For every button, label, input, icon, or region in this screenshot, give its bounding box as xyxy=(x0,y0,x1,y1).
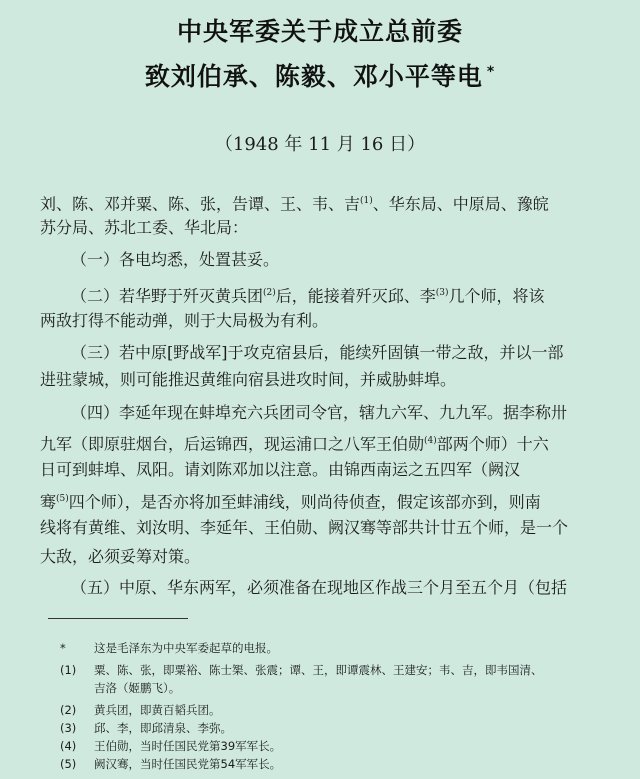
paragraph-4-line-1: （四）李延年现在蚌埠充六兵团司令官，辖九六军、九九军。据李称卅 xyxy=(71,403,568,422)
title-line-2 xyxy=(0,57,640,93)
footnote-divider xyxy=(48,618,188,619)
paragraph-1: （一）各电均悉，处置甚妥。 xyxy=(71,250,280,269)
footnote-2 xyxy=(60,702,221,718)
p4-line2-text-b: 部两个师）十六 xyxy=(436,434,549,454)
p2-text-a: （二）若华野于歼灭黄兵团 xyxy=(71,286,264,306)
footnote-mark: (1) xyxy=(60,663,77,677)
footnote-text: 吉洛（姬鹏飞）。 xyxy=(94,681,181,695)
footnote-text: 王伯勋，当时任国民党第39军军长。 xyxy=(94,739,282,753)
footnote-ref-3: (3) xyxy=(435,288,449,298)
footnote-3 xyxy=(60,720,232,736)
paragraph-4-line-2 xyxy=(40,431,549,454)
addressee-text-b: 、华东局、中原局、豫皖 xyxy=(372,194,549,214)
footnote-5 xyxy=(60,756,281,772)
footnote-ref-1: (1) xyxy=(360,196,373,206)
paragraph-2-line-2: 两敌打得不能动弹，则于大局极为有利。 xyxy=(40,311,329,330)
footnote-ref-5: (5) xyxy=(56,494,69,504)
footnote-text: 邱、李，即邱清泉、李弥。 xyxy=(94,721,232,735)
footnote-text: 黄兵团，即黄百韬兵团。 xyxy=(94,703,221,717)
document-date: （1948 年 11 月 16 日） xyxy=(214,134,426,155)
footnote-mark: * xyxy=(60,641,66,655)
p4-line4-text-a: 骞 xyxy=(40,492,57,512)
addressee-line-1 xyxy=(40,191,549,214)
addressee-line-2: 苏分局、苏北工委、华北局： xyxy=(40,218,249,237)
paragraph-2-line-1 xyxy=(71,283,545,306)
footnote-mark: (2) xyxy=(60,703,77,717)
footnote-1-continued xyxy=(60,680,180,696)
footnote-text: 粟、陈、张，即粟裕、陈士榘、张震；谭、王，即谭震林、王建安；韦、吉，即韦国清、 xyxy=(94,663,543,677)
footnote-text: 阙汉骞，当时任国民党第54军军长。 xyxy=(94,757,282,771)
footnote-mark: (4) xyxy=(60,739,77,753)
footnote-text: 这是毛泽东为中央军委起草的电报。 xyxy=(94,641,278,655)
paragraph-3-line-2: 进驻蒙城，则可能推迟黄维向宿县进攻时间，并威胁蚌埠。 xyxy=(40,370,457,389)
title-line-1: 中央军委关于成立总前委 xyxy=(176,17,463,46)
title-footnote-mark: * xyxy=(486,63,496,80)
paragraph-4-line-3: 日可到蚌埠、凤阳。请刘陈邓加以注意。由锦西南运之五四军（阙汉 xyxy=(40,460,521,479)
footnote-ref-4: (4) xyxy=(424,436,437,446)
paragraph-4-line-6: 大敌，必须妥筹对策。 xyxy=(40,547,201,566)
paragraph-4-line-4 xyxy=(40,489,541,512)
footnote-star xyxy=(60,640,278,656)
addressee-text-a: 刘、陈、邓并粟、陈、张，告谭、王、韦、吉 xyxy=(40,194,361,214)
p2-text-c: 几个师，将该 xyxy=(448,286,545,306)
p4-line2-text-a: 九军（即原驻烟台，后运锦西，现运浦口之八军王伯勋 xyxy=(40,434,425,454)
paragraph-3-line-1: （三）若中原[野战军]于攻克宿县后，能续歼固镇一带之敌，并以一部 xyxy=(71,343,564,362)
footnote-4 xyxy=(60,738,281,754)
p2-text-b: 后，能接着歼灭邱、李 xyxy=(275,286,436,306)
footnote-ref-2: (2) xyxy=(263,288,276,298)
footnote-mark: (3) xyxy=(60,721,77,735)
title-line-2-text: 致刘伯承、陈毅、邓小平等电 xyxy=(144,62,483,91)
p4-line4-text-b: 四个师），是否亦将加至蚌浦线，则尚待侦查，假定该部亦到，则南 xyxy=(68,492,541,512)
paragraph-4-line-5: 线将有黄维、刘汝明、李延年、王伯勋、阙汉骞等部共计廿五个师，是一个 xyxy=(40,518,569,537)
footnote-1 xyxy=(60,662,543,678)
paragraph-5-line-1: （五）中原、华东两军，必须准备在现地区作战三个月至五个月（包括 xyxy=(71,578,568,597)
footnote-mark: (5) xyxy=(60,757,77,771)
